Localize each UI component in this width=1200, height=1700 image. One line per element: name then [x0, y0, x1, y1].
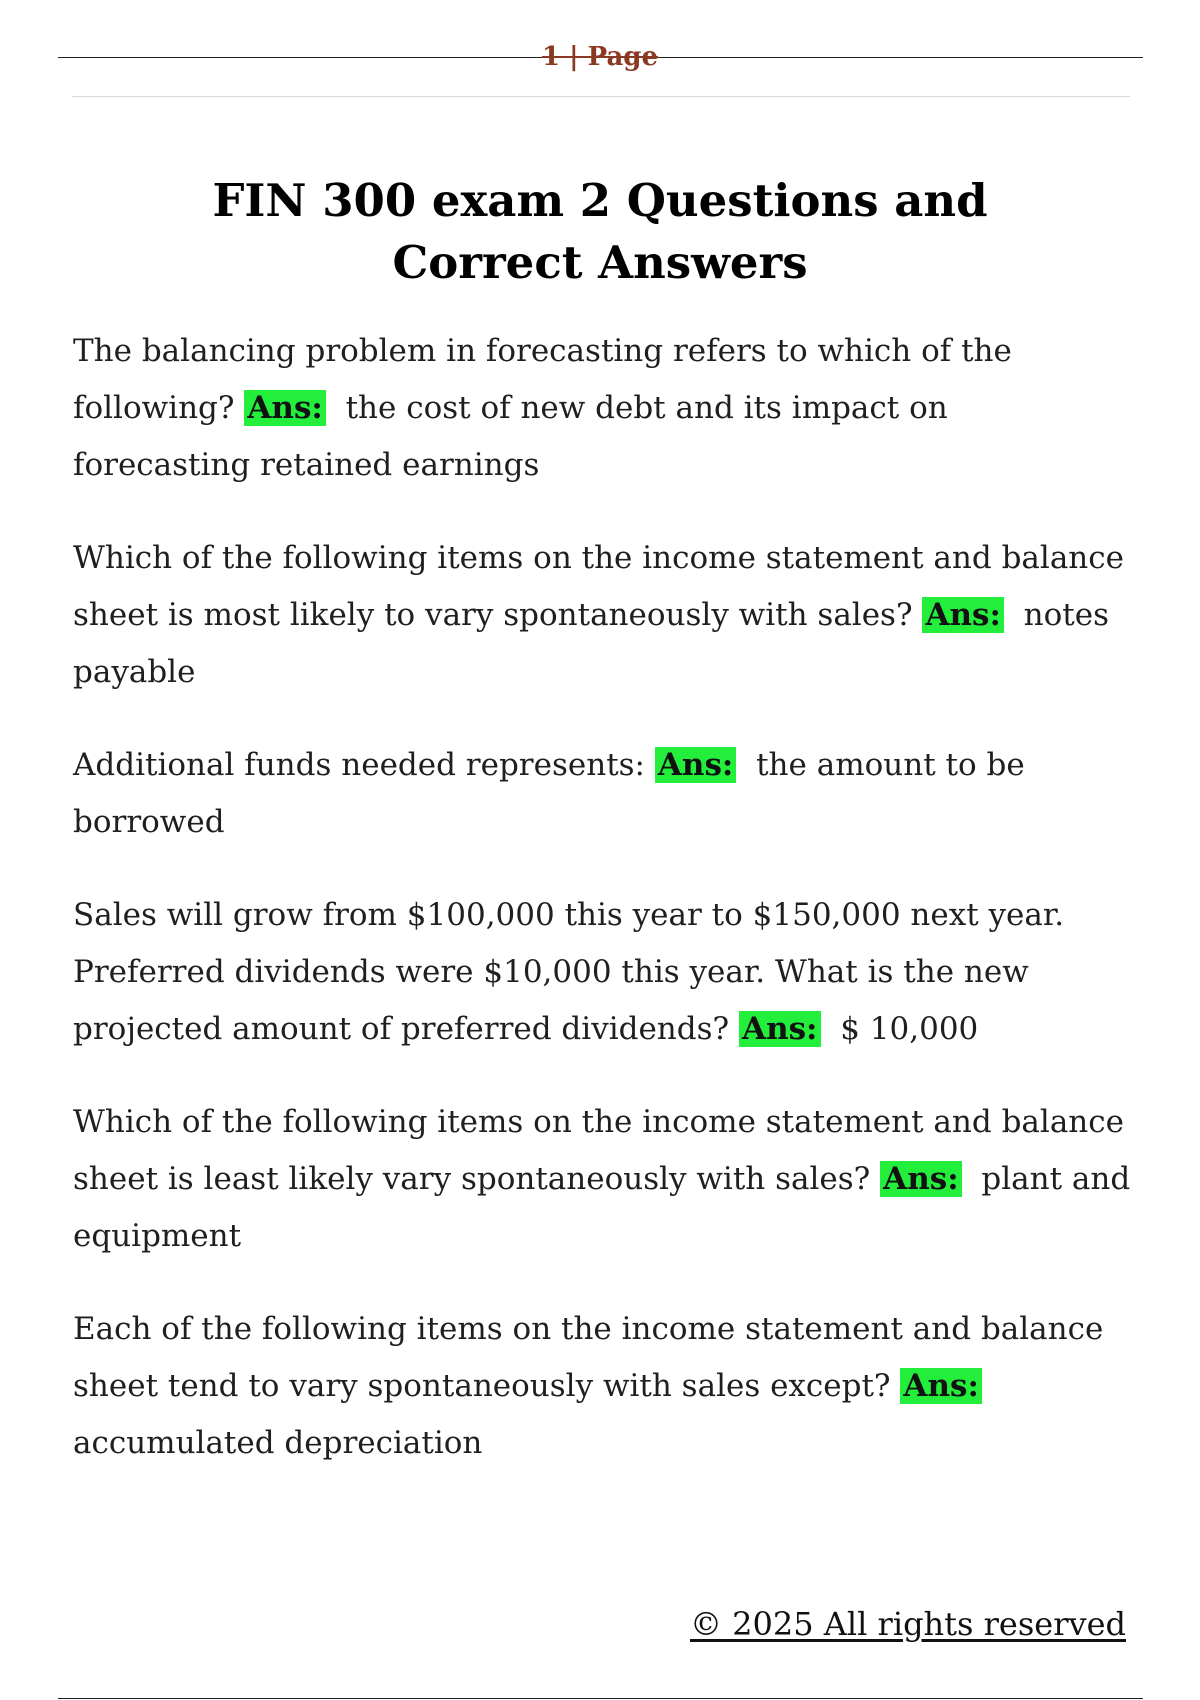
qa-item	[73, 737, 1133, 851]
question-text: Each of the following items on the income statement and balance sheet tend to vary spontaneously with sales except?	[73, 1311, 1104, 1404]
question-text: Which of the following items on the income statement and balance sheet is most likely to vary spontaneously with sales?	[73, 540, 1124, 633]
question-text: The balancing problem in forecasting refers to which of the following?	[73, 333, 1012, 426]
answer-label: Ans:	[244, 390, 326, 426]
answer-text: notes payable	[73, 597, 1110, 690]
page-number-header	[0, 38, 1200, 76]
answer-label: Ans:	[880, 1161, 962, 1197]
qa-item	[73, 1094, 1133, 1265]
answer-label: Ans:	[922, 597, 1004, 633]
answer-label: Ans:	[655, 747, 737, 783]
document-title: FIN 300 exam 2 Questions and Correct Answers	[212, 174, 988, 289]
header-divider	[72, 96, 1130, 97]
answer-label: Ans:	[900, 1368, 982, 1404]
question-text: Sales will grow from $100,000 this year to $150,000 next year. Preferred dividends were $10,000 this year. What is the new projected amount of preferred dividends?	[73, 897, 1065, 1047]
qa-item	[73, 1301, 1133, 1472]
qa-list	[73, 323, 1133, 1508]
qa-item	[73, 887, 1133, 1058]
answer-text: accumulated depreciation	[73, 1425, 483, 1461]
answer-text: $ 10,000	[840, 1011, 979, 1047]
copyright-footer: © 2025 All rights reserved	[690, 1605, 1126, 1643]
answer-text: the amount to be borrowed	[73, 747, 1025, 840]
answer-text: the cost of new debt and its impact on forecasting retained earnings	[73, 390, 948, 483]
page-label: 1 | Page	[541, 42, 659, 72]
footer-rule	[58, 1698, 1143, 1699]
answer-text: plant and equipment	[73, 1161, 1131, 1254]
qa-item	[73, 323, 1133, 494]
question-text: Additional funds needed represents:	[73, 747, 646, 783]
qa-item	[73, 530, 1133, 701]
question-text: Which of the following items on the income statement and balance sheet is least likely vary spontaneously with sales?	[73, 1104, 1124, 1197]
answer-label: Ans:	[739, 1011, 821, 1047]
